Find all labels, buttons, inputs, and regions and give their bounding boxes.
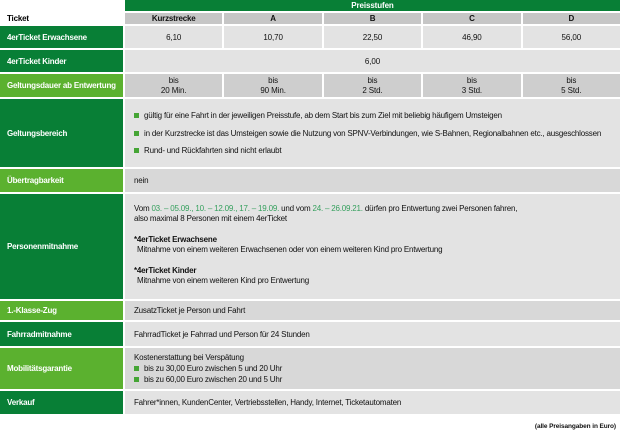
mobilitaetsgarantie-item	[134, 363, 620, 374]
fahrradmitnahme-text: FahrradTicket je Fahrrad und Person für 24 Stunden	[134, 329, 310, 339]
duration-line1: bis	[367, 76, 378, 85]
duration-line1: bis	[168, 76, 179, 85]
row-label-kinder: 4erTicket Kinder	[0, 50, 123, 72]
geltungsbereich-item-text: gültig für eine Fahrt in der jeweiligen Preisstufe, ab dem Start bis zum Ziel mit beliebig häufigem Umsteigen	[144, 110, 502, 120]
price-cell-erwachsene-d: 56,00	[523, 26, 620, 48]
sub-desc: Mitnahme von einem weiteren Kind pro Entwertung	[137, 276, 310, 285]
mobilitaetsgarantie-item	[134, 374, 620, 385]
column-header-b: B	[324, 13, 421, 24]
bullet-square-icon	[134, 131, 139, 136]
uebertragbarkeit-text: nein	[134, 176, 149, 185]
duration-line2: 90 Min.	[260, 85, 286, 95]
row-label-fahrradmitnahme: Fahrradmitnahme	[0, 322, 123, 346]
price-cell-erwachsene-kurzstrecke: 6,10	[125, 26, 222, 48]
geltungsbereich-item	[134, 146, 620, 155]
column-header-c: C	[423, 13, 520, 24]
column-header-a: A	[224, 13, 321, 24]
column-header-d: D	[523, 13, 620, 24]
ticket-column-label: Ticket	[0, 13, 123, 24]
sub-title: *4erTicket Kinder	[134, 266, 197, 275]
row-label-personenmitnahme: Personenmitnahme	[0, 194, 123, 299]
geltungsbereich-item-text: Rund- und Rückfahrten sind nicht erlaubt	[144, 146, 282, 156]
duration-cell-kurzstrecke	[125, 74, 222, 97]
klasse-zug-text: ZusatzTicket je Person und Fahrt	[134, 306, 246, 315]
geltungsbereich-content	[125, 99, 620, 167]
mobilitaetsgarantie-intro: Kostenerstattung bei Verspätung	[134, 353, 244, 362]
duration-cell-b	[324, 74, 421, 97]
mobilitaetsgarantie-item-text: bis zu 60,00 Euro zwischen 20 und 5 Uhr	[144, 375, 283, 384]
top-left-spacer	[0, 0, 123, 11]
preisstufen-header: Preisstufen	[125, 0, 620, 11]
duration-line1: bis	[566, 76, 577, 85]
sub-title: *4erTicket Erwachsene	[134, 235, 217, 244]
personenmitnahme-sub	[134, 266, 620, 286]
verkauf-content	[125, 391, 620, 414]
duration-line2: 20 Min.	[160, 85, 187, 95]
personenmitnahme-intro-line1	[134, 204, 620, 214]
price-cell-erwachsene-b: 22,50	[324, 26, 421, 48]
row-label-verkauf: Verkauf	[0, 391, 123, 414]
intro-segment: und vom	[279, 204, 313, 213]
row-label-mobilitaetsgarantie: Mobilitätsgarantie	[0, 348, 123, 389]
price-cell-kinder: 6,00	[125, 50, 620, 72]
price-cell-erwachsene-c: 46,90	[423, 26, 520, 48]
mobilitaetsgarantie-content	[125, 348, 620, 389]
row-label-klasse-zug: 1.-Klasse-Zug	[0, 301, 123, 320]
intro-date-range: 24. – 26.09.21.	[312, 204, 363, 213]
duration-line2: 5 Std.	[561, 85, 582, 95]
uebertragbarkeit-content	[125, 169, 620, 192]
intro-segment: dürfen pro Entwertung zwei Personen fahren,	[362, 204, 518, 213]
duration-line1: bis	[268, 76, 279, 85]
personenmitnahme-intro	[134, 204, 620, 224]
intro-date-range: 03. – 05.09., 10. – 12.09., 17. – 19.09.	[151, 204, 280, 213]
price-cell-erwachsene-a: 10,70	[224, 26, 321, 48]
bullet-square-icon	[134, 377, 139, 382]
price-note: (alle Preisangaben in Euro)	[534, 423, 616, 430]
bullet-square-icon	[134, 113, 139, 118]
fahrradmitnahme-content	[125, 322, 620, 346]
personenmitnahme-sub	[134, 235, 620, 255]
duration-line2: 3 Std.	[461, 85, 483, 95]
row-label-geltungsdauer: Geltungsdauer ab Entwertung	[0, 74, 123, 97]
duration-cell-c	[423, 74, 520, 97]
duration-line2: 2 Std.	[362, 85, 383, 95]
personenmitnahme-intro-line2: also maximal 8 Personen mit einem 4erTicket	[134, 214, 287, 223]
bullet-square-icon	[134, 366, 139, 371]
duration-cell-d	[523, 74, 620, 97]
column-header-kurzstrecke: Kurzstrecke	[125, 13, 222, 24]
row-label-geltungsbereich: Geltungsbereich	[0, 99, 123, 167]
intro-segment: Vom	[134, 204, 152, 213]
geltungsbereich-item-text: in der Kurzstrecke ist das Umsteigen sowie die Nutzung von SPNV-Verbindungen, wie S-Bahnen, Regionalbahnen etc., ausgeschlossen	[144, 128, 602, 138]
sub-desc: Mitnahme von einem weiteren Erwachsenen oder von einem weiteren Kind pro Entwertung	[137, 245, 443, 254]
geltungsbereich-item	[134, 129, 620, 138]
bullet-square-icon	[134, 148, 139, 153]
verkauf-text: Fahrer*innen, KundenCenter, Vertriebsstellen, Handy, Internet, Ticketautomaten	[134, 398, 402, 407]
geltungsbereich-item	[134, 111, 620, 120]
row-label-uebertragbarkeit: Übertragbarkeit	[0, 169, 123, 192]
personenmitnahme-content	[125, 194, 620, 299]
row-label-erwachsene: 4erTicket Erwachsene	[0, 26, 123, 48]
duration-cell-a	[224, 74, 321, 97]
klasse-zug-content	[125, 301, 620, 320]
mobilitaetsgarantie-item-text: bis zu 30,00 Euro zwischen 5 und 20 Uhr	[144, 364, 283, 373]
duration-line1: bis	[466, 76, 477, 85]
